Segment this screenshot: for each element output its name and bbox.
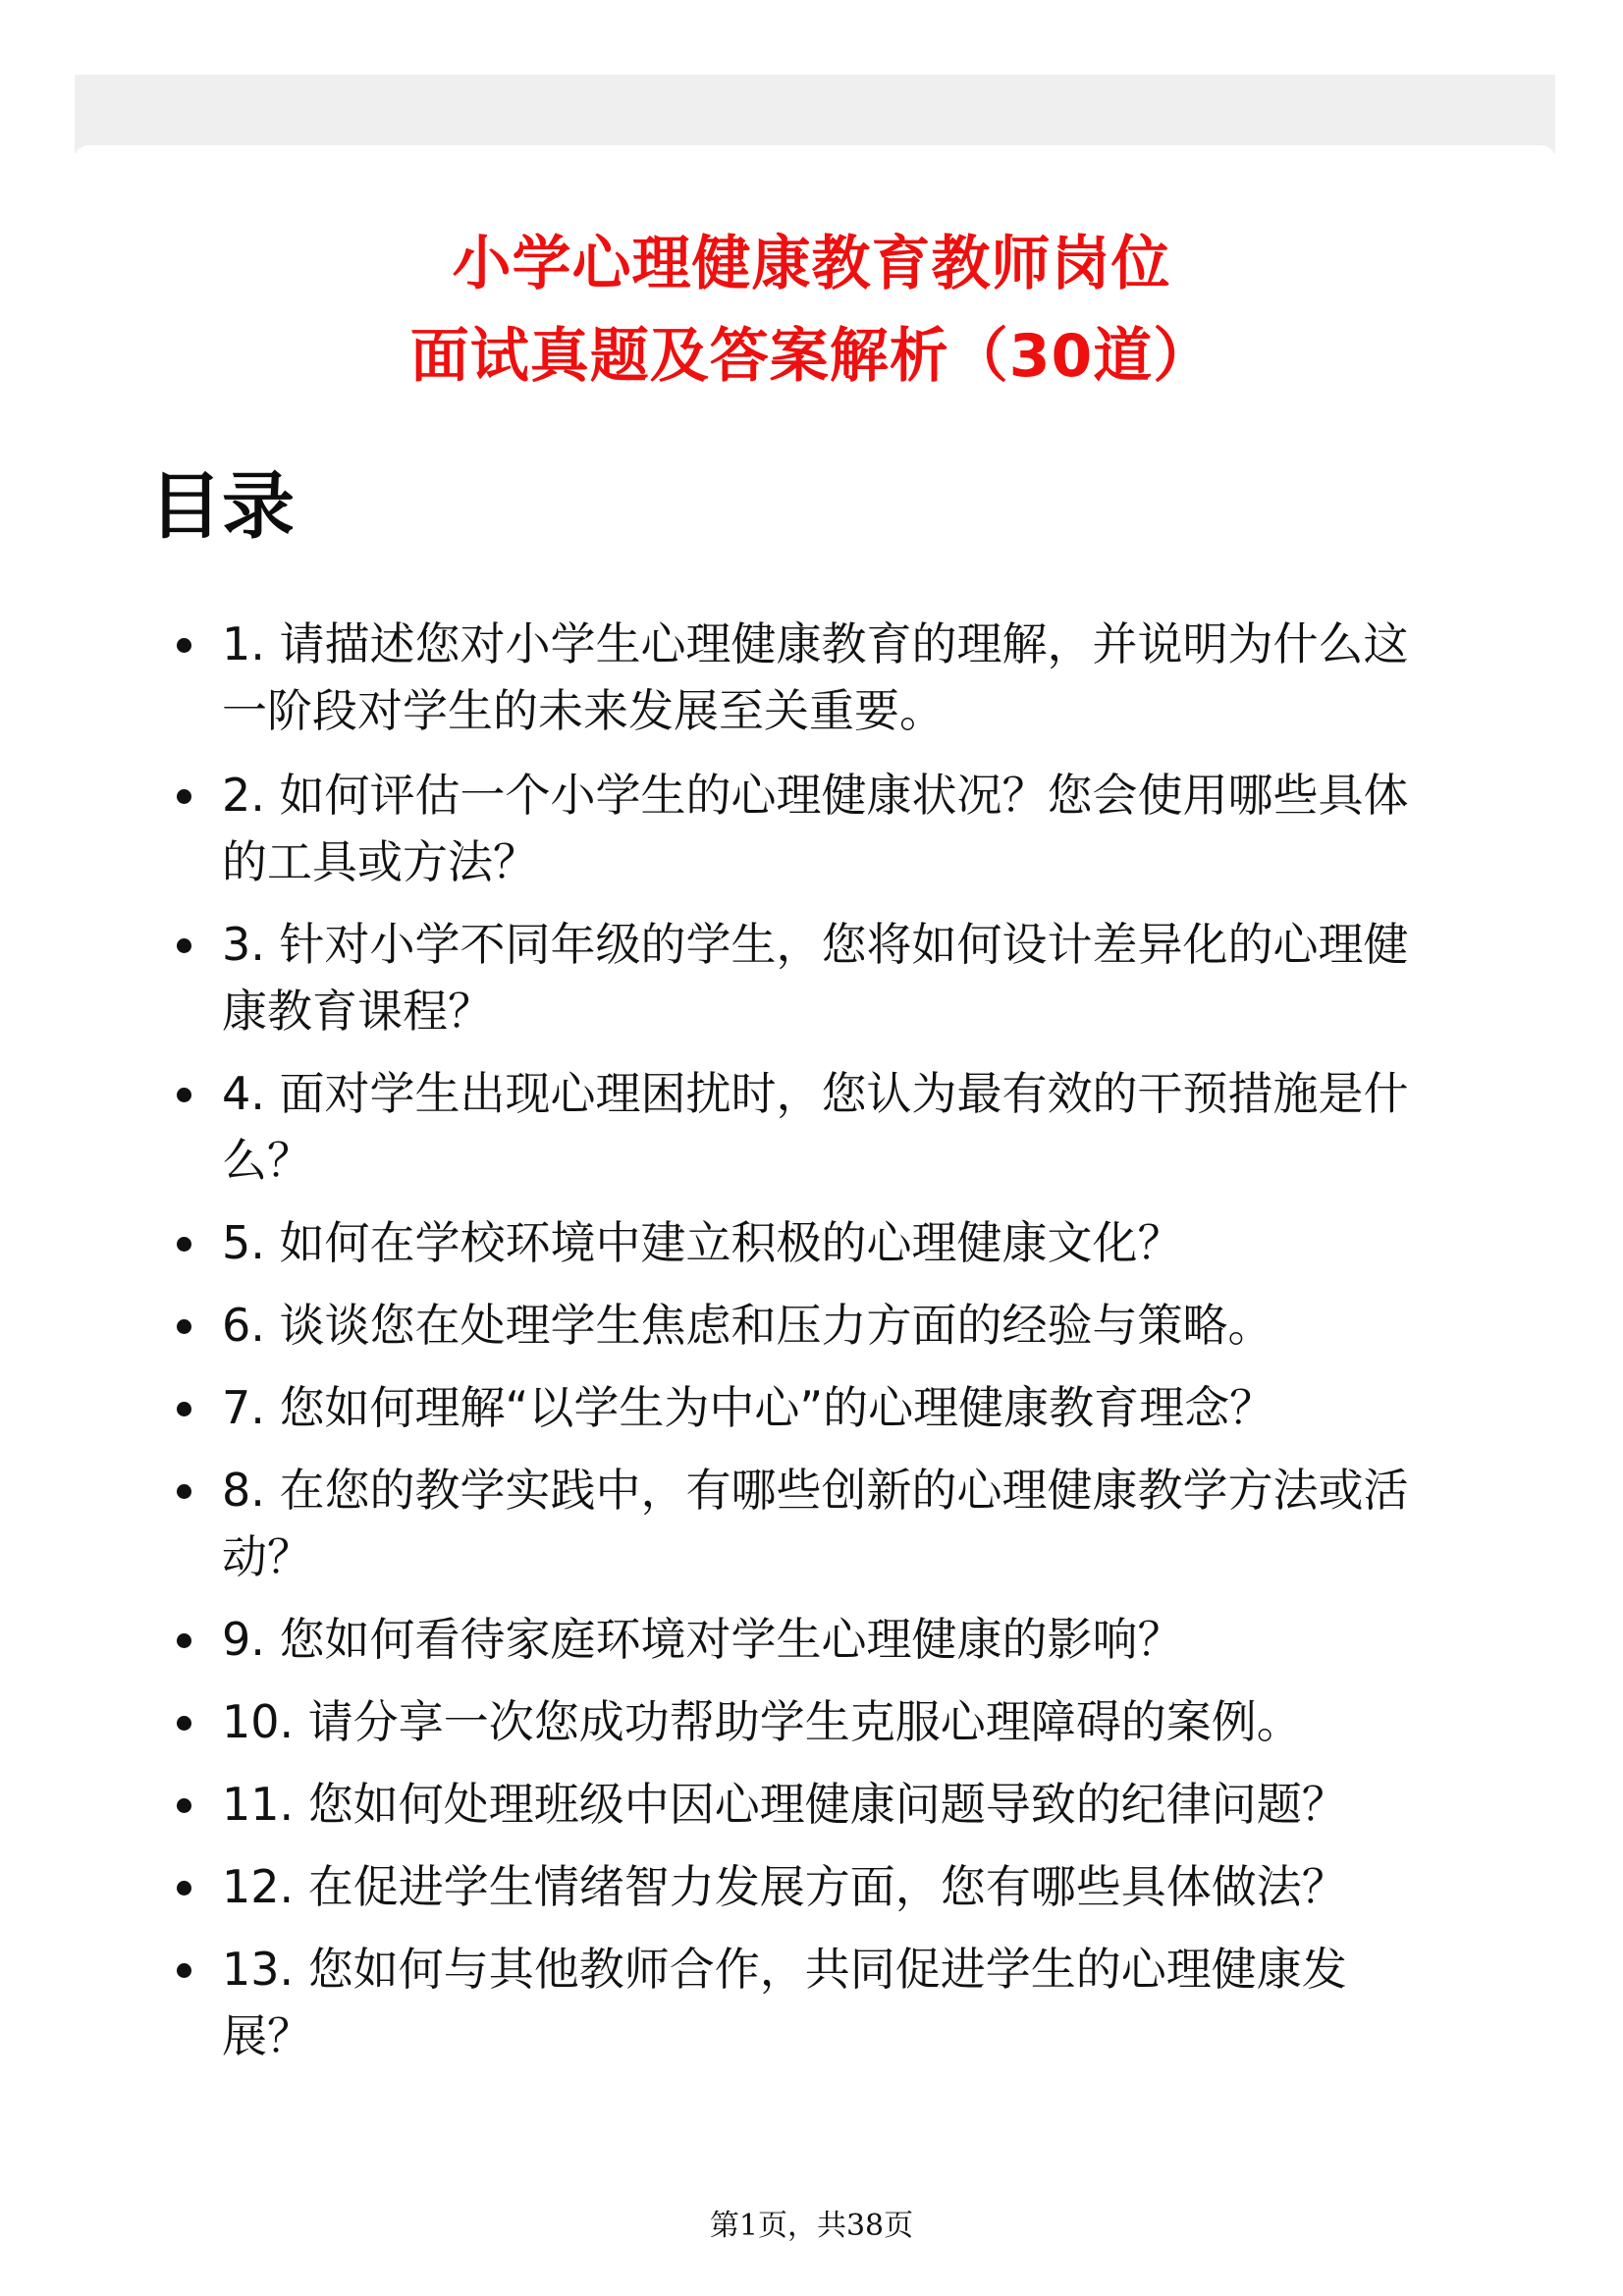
toc-item-text: 3. 针对小学不同年级的学生，您将如何设计差异化的心理健康教育课程？	[222, 918, 1409, 1038]
bullet-icon	[177, 1484, 191, 1499]
bullet-icon	[177, 938, 191, 953]
toc-item-text: 11. 您如何处理班级中因心理健康问题导致的纪律问题？	[222, 1778, 1347, 1831]
toc-item-text: 8. 在您的教学实践中，有哪些创新的心理健康教学方法或活动？	[222, 1464, 1409, 1583]
toc-item-text: 5. 如何在学校环境中建立积极的心理健康文化？	[222, 1216, 1183, 1269]
bullet-icon	[177, 1319, 191, 1334]
toc-heading: 目录	[149, 464, 295, 549]
document-title-line-1: 小学心理健康教育教师岗位	[452, 230, 1171, 298]
toc-item-text: 12. 在促进学生情绪智力发展方面，您有哪些具体做法？	[222, 1860, 1347, 1913]
bullet-icon	[177, 1716, 191, 1731]
document-title-line-2: 面试真题及答案解析（30道）	[409, 322, 1214, 391]
page-footer: 第1页，共38页	[709, 2209, 914, 2243]
bullet-icon	[177, 1402, 191, 1416]
toc-item-text: 6. 谈谈您在处理学生焦虑和压力方面的经验与策略。	[222, 1299, 1273, 1352]
toc-item-text: 1. 请描述您对小学生心理健康教育的理解，并说明为什么这一阶段对学生的未来发展至关重要。	[222, 617, 1409, 737]
toc-item-text: 7. 您如何理解“以学生为中心”的心理健康教育理念？	[222, 1381, 1275, 1434]
toc-item-text: 9. 您如何看待家庭环境对学生心理健康的影响？	[222, 1613, 1183, 1666]
bullet-icon	[177, 638, 191, 653]
top-gray-band	[75, 75, 1555, 153]
bullet-icon	[177, 1237, 191, 1252]
bullet-icon	[177, 789, 191, 804]
bullet-icon	[177, 1963, 191, 1978]
toc-item-text: 13. 您如何与其他教师合作，共同促进学生的心理健康发展？	[222, 1943, 1347, 2062]
toc-item-text: 2. 如何评估一个小学生的心理健康状况？您会使用哪些具体的工具或方法？	[222, 769, 1409, 888]
toc-item-text: 10. 请分享一次您成功帮助学生克服心理障碍的案例。	[222, 1695, 1302, 1748]
bullet-icon	[177, 1633, 191, 1648]
bullet-icon	[177, 1798, 191, 1813]
bullet-icon	[177, 1881, 191, 1896]
bullet-icon	[177, 1088, 191, 1102]
toc-item-text: 4. 面对学生出现心理困扰时，您认为最有效的干预措施是什么？	[222, 1067, 1409, 1187]
